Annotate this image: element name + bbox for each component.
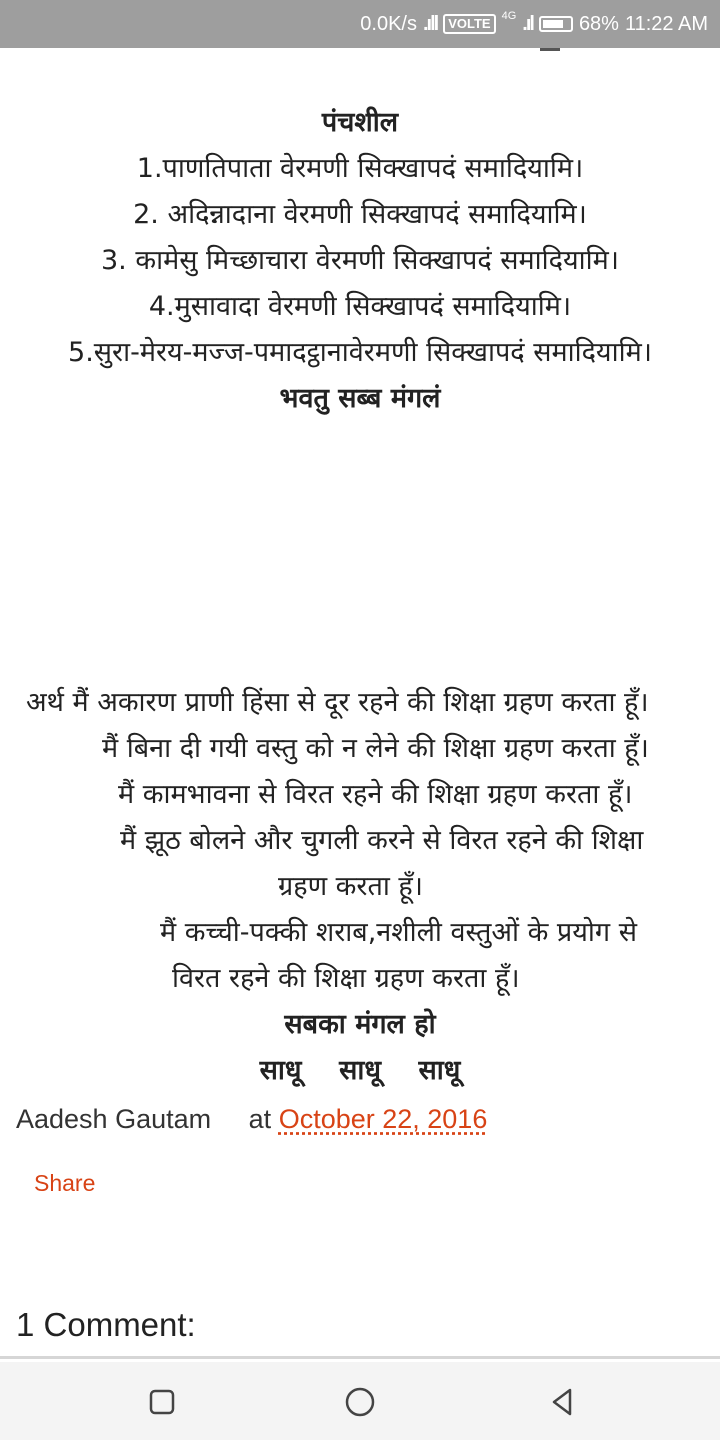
poem-line: 1.पाणतिपाता वेरमणी सिक्खापदं समादियामि। (136, 153, 584, 184)
volte-badge: VOLTE (443, 14, 495, 34)
square-icon[interactable] (142, 1382, 182, 1422)
blessing: सबका मंगल हो (284, 1009, 436, 1040)
divider (0, 1356, 720, 1359)
status-bar (0, 0, 720, 48)
signal-icon: .ıll (422, 12, 438, 35)
meaning-line: विरत रहने की शिक्षा ग्रहण करता हूँ। (172, 963, 520, 994)
scroll-remnant (0, 48, 720, 60)
post-date-link[interactable]: October 22, 2016 (278, 1104, 488, 1134)
poem-line: 2. अदिन्नादाना वेरमणी सिक्खापदं समादियामि। (133, 199, 587, 230)
meaning-line: ग्रहण करता हूँ। (278, 871, 423, 902)
battery-percent: 68% (578, 12, 619, 35)
signal-icon-2: .ıl (522, 12, 533, 35)
network-type: 4G (501, 10, 517, 22)
panchsheel-poem (0, 100, 720, 422)
clock: 11:22 AM (624, 12, 708, 35)
battery-icon (539, 16, 573, 32)
triangle-back-icon[interactable] (542, 1382, 582, 1422)
post-meta (16, 1104, 487, 1135)
poem-closing: भवतु सब्ब मंगलं (279, 383, 441, 414)
meaning-line: मैं बिना दी गयी वस्तु को न लेने की शिक्षा ग्रहण करता हूँ। (102, 733, 649, 764)
poem-line: 5.सुरा-मेरय-मज्ज-पमादट्ठानावेरमणी सिक्खापदं समादियामि। (68, 337, 652, 368)
share-link[interactable]: Share (34, 1170, 96, 1196)
poem-line: 4.मुसावादा वेरमणी सिक्खापदं समादियामि। (148, 291, 572, 322)
author-name[interactable]: Aadesh Gautam (16, 1104, 212, 1134)
network-speed: 0.0K/s (360, 12, 417, 35)
meaning-line: मैं कामभावना से विरत रहने की शिक्षा ग्रहण करता हूँ। (118, 779, 633, 810)
meaning-line: मैं झूठ बोलने और चुगली करने से विरत रहने की शिक्षा (120, 825, 644, 856)
meaning-section (0, 680, 720, 1094)
at-label: at (248, 1104, 272, 1134)
poem-title: पंचशील (321, 107, 399, 138)
meaning-line: अर्थ मैं अकारण प्राणी हिंसा से दूर रहने की शिक्षा ग्रहण करता हूँ। (26, 687, 649, 718)
nav-bar (0, 1362, 720, 1440)
meaning-line: मैं कच्ची-पक्की शराब,नशीली वस्तुओं के प्रयोग से (160, 917, 637, 948)
comments-heading: 1 Comment: (16, 1306, 196, 1343)
circle-icon[interactable] (340, 1382, 380, 1422)
sadhu-line: साधू साधू साधू (259, 1055, 461, 1086)
poem-line: 3. कामेसु मिच्छाचारा वेरमणी सिक्खापदं समादियामि। (101, 245, 619, 276)
